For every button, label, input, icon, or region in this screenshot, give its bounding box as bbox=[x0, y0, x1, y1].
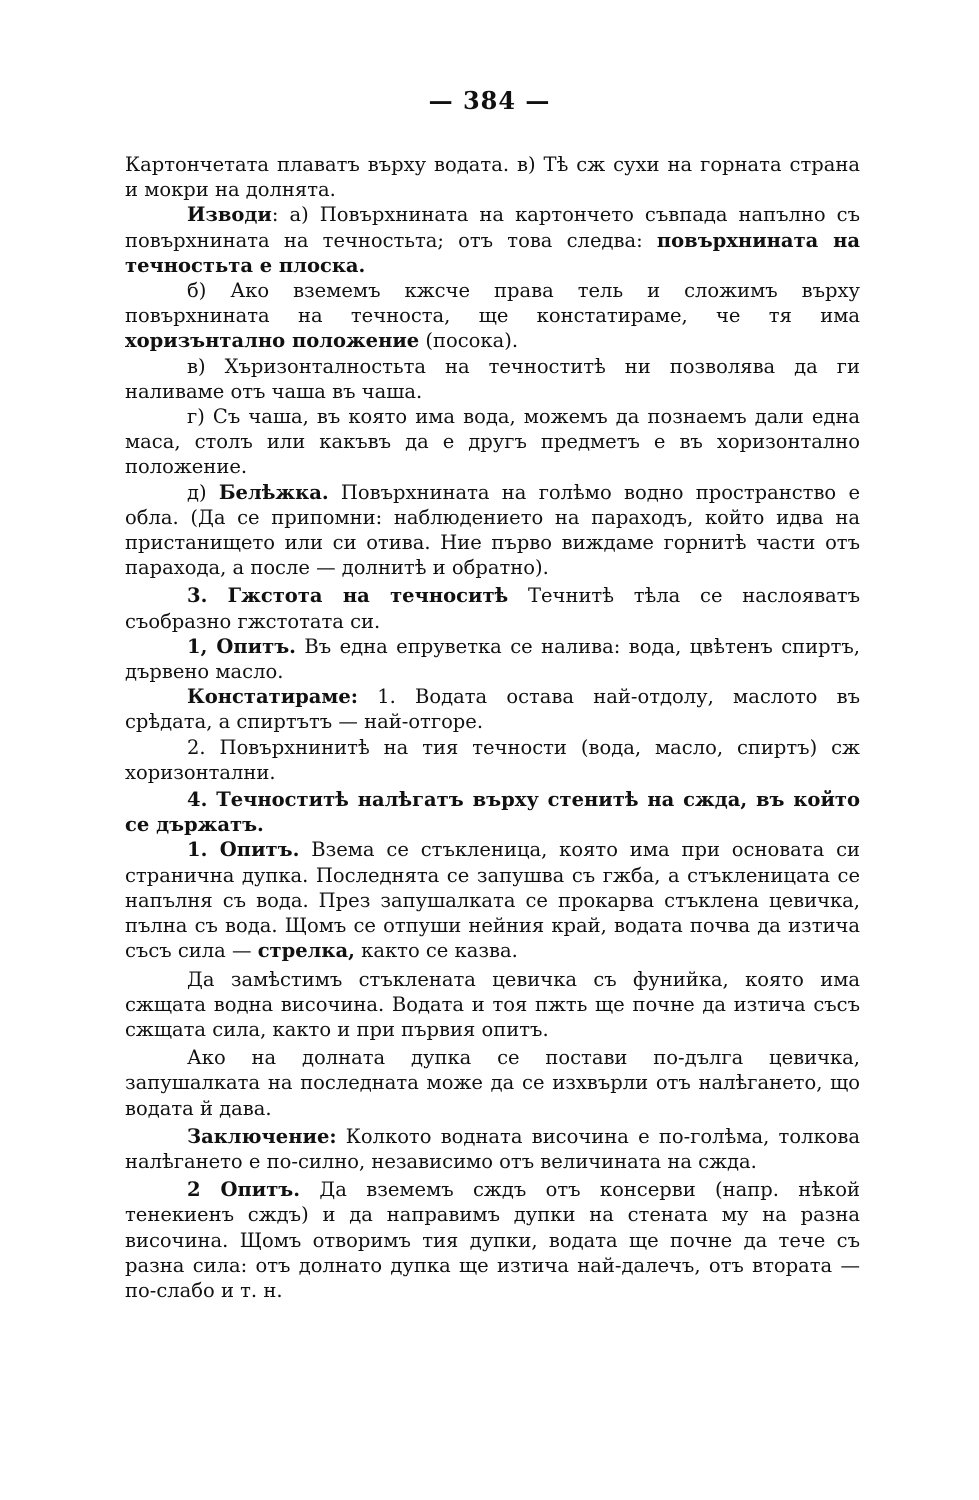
observation bbox=[125, 684, 860, 734]
emphasis: повърхнината на течностьта е плоска. bbox=[125, 228, 860, 277]
paragraph-conclusions bbox=[125, 202, 860, 278]
experiment-3 bbox=[125, 1177, 860, 1303]
paragraph-text: както се казва. bbox=[354, 939, 518, 963]
experiment-label: 1. Опитъ. bbox=[187, 838, 300, 862]
paragraph-text: Взема се стъкленица, която има при основата си странична дупка. Последнята се запушва съ гжба, а стъкленицата се напълня съ вода. През запушалката се прокарва стъклена цевичка, пълна съ вода. Щомъ се отпуши нейния край, водата почва да изтича съсъ сила — bbox=[125, 838, 861, 963]
paragraph: Ако на долната дупка се постави по-дълга цевичка, запушалката на последната може да се изхвърли отъ налѣгането, що водата й дава. bbox=[125, 1046, 860, 1120]
experiment-label: 2 Опитъ. bbox=[187, 1178, 301, 1202]
emphasis: хоризънтално положение bbox=[125, 329, 420, 353]
experiment-label: 1, Опитъ. bbox=[187, 634, 296, 658]
note-label: Белѣжка. bbox=[218, 480, 329, 504]
conclusions-heading: Изводи bbox=[187, 203, 272, 227]
paragraph-text: (посока). bbox=[419, 329, 519, 353]
emphasis: стрелка, bbox=[257, 939, 355, 963]
paragraph: в) Хъризонталностьта на течноститѣ ни позволява да ги наливаме отъ чаша въ чаша. bbox=[125, 354, 860, 403]
paragraph-text: д) bbox=[187, 480, 219, 504]
paragraph-note bbox=[125, 480, 860, 581]
paragraph: г) Съ чаша, въ която има вода, можемъ да познаемъ дали една маса, столъ или какъвъ да е другъ предметъ е въ хоризонтално положение. bbox=[125, 405, 860, 479]
page-body bbox=[125, 152, 860, 1303]
paragraph-text: : а) Повърхнината на картончето съвпада напълно съ повърхнината на течностьта; отъ това следва: bbox=[125, 203, 860, 252]
paragraph bbox=[125, 278, 860, 354]
paragraph: Да замѣстимъ стъклената цевичка съ фунийка, която има сжщата водна височина. Водата и тоя пжть ще почне да изтича съсъ сжщата сила, както и при първия опитъ. bbox=[125, 967, 860, 1041]
section-4 bbox=[125, 787, 860, 837]
observation-label: Констатираме: bbox=[187, 685, 358, 709]
paragraph-text: Колкото водната височина е по-голѣма, толкова налѣгането е по-силно, независимо отъ величината на сжда. bbox=[125, 1124, 860, 1173]
conclusion bbox=[125, 1124, 860, 1174]
page-number: — 384 — bbox=[428, 86, 551, 115]
paragraph: 2. Повърхнинитѣ на тия течности (вода, масло, спиртъ) сж хоризонтални. bbox=[125, 735, 860, 784]
paragraph-text: Да вземемъ сждъ отъ консерви (напр. нѣкой тенекиенъ сждъ) и да направимъ дупки на стената му на разна височина. Щомъ отворимъ тия дупки, водата ще почне да тече съ разна сила: отъ долнато дупка ще изтича най-далечъ, отъ втората — по-слабо и т. н. bbox=[125, 1178, 860, 1302]
experiment-1 bbox=[125, 634, 860, 684]
paragraph-text: Повърхнината на голѣмо водно пространство е обла. (Да се припомни: наблюдението на параходъ, който идва на пристанището или си отива. Ние първо виждаме горнитѣ части отъ парахода, а после — долнитѣ и обратно). bbox=[125, 480, 860, 580]
paragraph-text: Въ една епруветка се налива: вода, цвѣтенъ спиртъ, дървено масло. bbox=[125, 634, 860, 684]
section-heading: 4. Течноститѣ налѣгатъ върху стенитѣ на сжда, въ който се държатъ. bbox=[125, 788, 860, 837]
paragraph-text: б) Ако вземемъ кжсче права тель и сложимъ върху повърхнината на течноста, ще констатираме, че тя има bbox=[125, 279, 860, 328]
section-heading: 3. Гжстота на течноситѣ bbox=[187, 584, 509, 608]
paragraph-text: 1. Водата остава най-отдолу, маслото въ срѣдата, а спиртътъ — най-отгоре. bbox=[125, 685, 860, 734]
paragraph-text: Течнитѣ тѣла се наслояватъ съобразно гжстотата си. bbox=[125, 584, 860, 633]
conclusion-label: Заключение: bbox=[187, 1124, 337, 1148]
paragraph: Картончетата плаватъ върху водата. в) Тѣ сж сухи на горната страна и мокри на долнята. bbox=[125, 153, 860, 202]
section-3 bbox=[125, 583, 860, 633]
experiment-2 bbox=[125, 837, 860, 963]
